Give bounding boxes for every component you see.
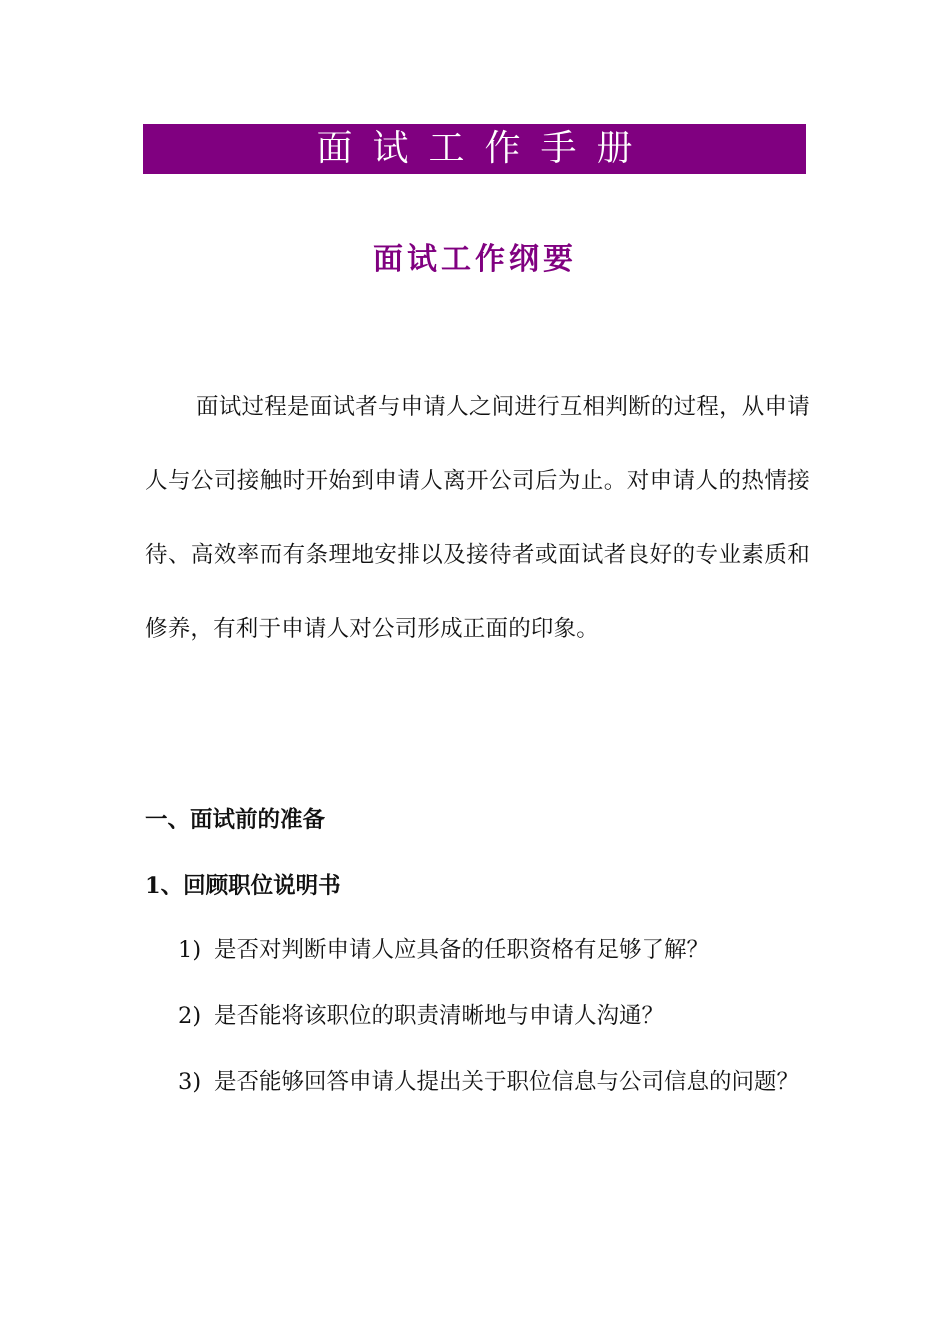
title-banner [143, 124, 806, 174]
sub-heading: 1、回顾职位说明书 [145, 873, 341, 899]
list-item-number: 3) [178, 1069, 202, 1095]
list-item-text: 是否能够回答申请人提出关于职位信息与公司信息的问题？ [214, 1069, 800, 1095]
question-list [178, 930, 810, 1141]
list-item-number: 2) [178, 1003, 202, 1029]
intro-paragraph: 面试过程是面试者与申请人之间进行互相判断的过程，从申请人与公司接触时开始到申请人离开公司后为止。对申请人的热情接待、高效率而有条理地安排以及接待者或面试者良好的专业素质和修养，有利于申请人对公司形成正面的印象。 [145, 394, 810, 642]
document-title: 面试工作手册 [316, 128, 653, 169]
list-item [178, 996, 810, 1036]
list-item [178, 930, 810, 970]
document-subtitle: 面试工作纲要 [373, 242, 577, 277]
list-item-number: 1) [178, 937, 202, 963]
list-item-text: 是否对判断申请人应具备的任职资格有足够了解？ [214, 937, 710, 963]
section-heading: 一、面试前的准备 [145, 807, 326, 833]
list-item [178, 1062, 810, 1115]
list-item-text: 是否能将该职位的职责清晰地与申请人沟通？ [214, 1003, 665, 1029]
